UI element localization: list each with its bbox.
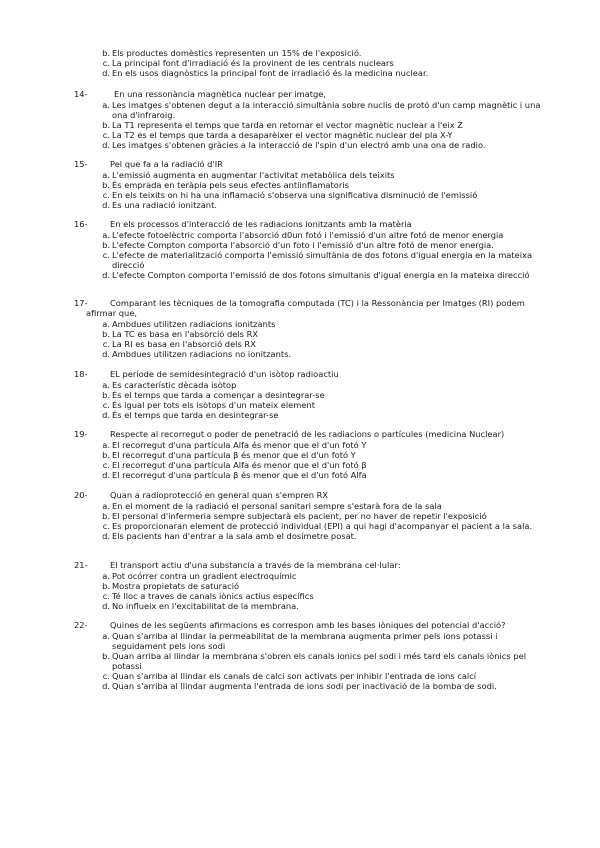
option-a: [0, 440, 600, 450]
option-text: La TC es basa en l'absorció dels RX: [112, 329, 259, 339]
option-b: [0, 329, 600, 339]
option-letter: c.: [102, 58, 110, 68]
option-c: [0, 400, 600, 410]
option-a: [0, 100, 600, 120]
option-text: No influeix en l'excitabilitat de la membrana.: [112, 601, 299, 611]
option-d: [0, 68, 600, 78]
option-c: [0, 250, 600, 270]
question-14: [0, 89, 600, 150]
question-number: 19-: [74, 429, 88, 439]
option-text: Es una radiació ionitzant.: [112, 200, 217, 210]
option-list: [0, 440, 600, 480]
option-letter: b.: [102, 48, 110, 58]
option-d: [0, 349, 600, 359]
option-text: La T2 es el temps que tarda a desaparèixer el vector magnètic nuclear del pla X-Y: [112, 130, 453, 140]
option-text: És emprada en teràpia pels seus efectes antiinflamatoris: [112, 180, 349, 190]
option-b: [0, 180, 600, 190]
option-b: [0, 240, 600, 250]
option-list: [0, 571, 600, 611]
option-letter: a.: [102, 501, 110, 511]
option-text: És igual per tots els isòtops d'un mateix element: [112, 400, 315, 410]
question-number: 17-: [74, 298, 88, 308]
option-letter: c.: [102, 521, 110, 531]
option-list: [0, 380, 600, 420]
question-20: [0, 490, 600, 541]
question-19: [0, 429, 600, 480]
option-text: Els productes domèstics representen un 15% de l'exposició.: [112, 48, 362, 58]
option-letter: b.: [102, 120, 110, 130]
option-c: [0, 521, 600, 531]
option-list: [0, 631, 600, 691]
option-d: [0, 531, 600, 541]
option-letter: c.: [102, 591, 110, 601]
option-text: La RI es basa en l'absorció dels RX: [112, 339, 256, 349]
option-text: L'efecte Compton comporta l'absorció d'un foto i l'emissió d'un altre fotó de menor energia.: [112, 240, 494, 250]
option-b: [0, 651, 600, 671]
option-text: El recorregut d'una partícula Alfa és menor que el d'un fotó Υ: [112, 440, 367, 450]
option-text: Es proporcionaran element de protecció individual (EPI) a qui hagi d'acompanyar el pacient a la sala.: [112, 521, 533, 531]
option-letter: a.: [102, 380, 110, 390]
question-22: [0, 620, 600, 691]
option-letter: d.: [102, 531, 110, 541]
option-letter: b.: [102, 511, 110, 521]
option-d: [0, 681, 600, 691]
option-text: La principal font d'irradiació és la provinent de les centrals nuclears: [112, 58, 394, 68]
question-text: Pel que fa a la radiació d'IR: [110, 159, 223, 169]
question-number: 14-: [74, 89, 88, 99]
question-number: 20-: [74, 490, 88, 500]
option-text: Quan s'arriba al llindar la permeabilitat de la membrana augmenta primer pels ions potassi i seguidament pels ions sodi: [112, 631, 498, 651]
option-text: És el temps que tarda en desintegrar-se: [112, 410, 279, 420]
option-text: Quan arriba al llindar la membrana s'obren els canals ionics pel sodi i més tard els canals iònics pel potassi: [112, 651, 527, 671]
option-text: Les imatges s'obtenen gràcies a la interacció de l'spin d'un electró amb una ona de radio.: [112, 140, 486, 150]
question-stem: [0, 490, 600, 501]
question-stem: [0, 159, 600, 170]
option-c: [0, 671, 600, 681]
question-number: 15-: [74, 159, 88, 169]
option-letter: a.: [102, 440, 110, 450]
option-b: [0, 120, 600, 130]
question-21: [0, 560, 600, 611]
question-number: 21-: [74, 560, 88, 570]
option-letter: a.: [102, 319, 110, 329]
option-text: Ambdues utilitzen radiacions ionitzants: [112, 319, 276, 329]
option-text: El personal d'infermeria sempre subjectarà els pacient, per no haver de repetir l'exposició: [112, 511, 487, 521]
question-stem: [0, 219, 600, 230]
question-stem: [0, 298, 600, 319]
option-text: L'emissió augmenta en augmentar l'activitat metabòlica dels teixits: [112, 170, 395, 180]
option-text: Pot ocórrer contra un gradient electroquímic: [112, 571, 297, 581]
question-13-continued: [0, 48, 600, 78]
option-letter: b.: [102, 390, 110, 400]
option-text: Les imatges s'obtenen degut a la interacció simultània sobre nuclis de protó d'un camp magnètic i una ona d'infraroig.: [112, 100, 541, 120]
option-list: [0, 501, 600, 541]
option-letter: c.: [102, 460, 110, 470]
option-text: Quan s'arriba al llindar augmenta l'entrada de ions sodi per inactivació de la bomba de sodi.: [112, 681, 497, 691]
question-stem: [0, 560, 600, 571]
option-a: [0, 380, 600, 390]
option-text: Es característic dècada isòtop: [112, 380, 237, 390]
option-letter: a.: [102, 230, 110, 240]
option-text: El recorregut d'una partícula Alfa és menor que el d'un fotó β: [112, 460, 367, 470]
option-text: Els pacients han d'entrar a la sala amb el dosímetre posat.: [112, 531, 357, 541]
option-letter: b.: [102, 651, 110, 661]
option-letter: b.: [102, 581, 110, 591]
question-stem: [0, 89, 600, 100]
option-b: [0, 511, 600, 521]
option-letter: c.: [102, 400, 110, 410]
option-text: Ambdues utilitzen radiacions no ionitzants.: [112, 349, 292, 359]
option-b: [0, 390, 600, 400]
option-letter: c.: [102, 250, 110, 260]
option-b: [0, 450, 600, 460]
option-letter: b.: [102, 450, 110, 460]
option-letter: d.: [102, 270, 110, 280]
option-d: [0, 410, 600, 420]
option-text: El recorregut d'una partícula β és menor que el d'un fotó Alfa: [112, 470, 367, 480]
option-c: [0, 591, 600, 601]
option-d: [0, 270, 600, 280]
option-c: [0, 130, 600, 140]
option-letter: d.: [102, 140, 110, 150]
question-text: En els processos d'interacció de les radiacions ionitzants amb la matèria: [110, 219, 412, 229]
option-letter: b.: [102, 180, 110, 190]
question-16: [0, 219, 600, 280]
option-d: [0, 470, 600, 480]
option-letter: a.: [102, 100, 110, 110]
option-b: [0, 581, 600, 591]
option-letter: a.: [102, 170, 110, 180]
option-c: [0, 339, 600, 349]
option-a: [0, 631, 600, 651]
option-list: [0, 48, 600, 78]
option-text: L'efecte Compton comporta l'emissió de dos fotons simultanis d'igual energia en la mateixa direcció: [112, 270, 530, 280]
option-text: En els teixits on hi ha una inflamació s'observa una significativa disminució de l'emissió: [112, 190, 478, 200]
option-text: És el temps que tarda a començar a desintegrar-se: [112, 390, 325, 400]
question-text: Quan a radioprotecció en general quan s'empren RX: [110, 490, 329, 500]
question-text: Comparant les tècniques de la tomografia computada (TC) i la Ressonància per Imatges (RI) podem afirmar que,: [86, 298, 525, 318]
option-text: La T1 representa el temps que tarda en retornar el vector magnètic nuclear a l'eix Z: [112, 120, 463, 130]
option-a: [0, 230, 600, 240]
option-letter: a.: [102, 571, 110, 581]
option-letter: d.: [102, 200, 110, 210]
option-text: Quan s'arriba al llindar els canals de calci son activats per inhibir l'entrada de ions calcí: [112, 671, 477, 681]
option-list: [0, 170, 600, 210]
option-text: En els usos diagnòstics la principal font de irradiació és la medicina nuclear.: [112, 68, 429, 78]
option-letter: d.: [102, 349, 110, 359]
option-letter: c.: [102, 130, 110, 140]
question-text: En una ressonància magnètica nuclear per imatge,: [114, 89, 327, 99]
question-text: EL període de semidesintegració d'un isòtop radioactiu: [110, 369, 339, 379]
option-text: El recorregut d'una partícula β és menor que el d'un fotó Υ: [112, 450, 356, 460]
option-letter: c.: [102, 339, 110, 349]
option-a: [0, 501, 600, 511]
question-number: 18-: [74, 369, 88, 379]
option-letter: d.: [102, 410, 110, 420]
option-letter: d.: [102, 68, 110, 78]
option-c: [0, 190, 600, 200]
option-letter: d.: [102, 681, 110, 691]
question-number: 16-: [74, 219, 88, 229]
question-stem: [0, 429, 600, 440]
option-text: L'efecte de materialització comporta l'emissió simultània de dos fotons d'igual energia en la mateixa direcció: [112, 250, 533, 270]
option-text: L'efecte fotoelèctric comporta l'absorció d0un fotó i l'emissió d'un altre fotó de menor energia: [112, 230, 504, 240]
option-letter: c.: [102, 190, 110, 200]
option-text: En el moment de la radiació el personal sanitari sempre s'estarà fora de la sala: [112, 501, 442, 511]
option-letter: b.: [102, 240, 110, 250]
option-list: [0, 230, 600, 280]
option-d: [0, 140, 600, 150]
option-letter: b.: [102, 329, 110, 339]
question-text: Respecte al recorregut o poder de penetració de les radiacions o partícules (medicina Nuclear): [110, 429, 505, 439]
option-list: [0, 319, 600, 359]
option-text: Mostra propietats de saturació: [112, 581, 240, 591]
question-text: El transport actiu d'una substancia a través de la membrana cel·lular:: [110, 560, 401, 570]
option-letter: a.: [102, 631, 110, 641]
question-15: [0, 159, 600, 210]
question-17: [0, 298, 600, 359]
option-a: [0, 170, 600, 180]
question-text: Quines de les següents afirmacions es correspon amb les bases iòniques del potencial d'acció?: [110, 620, 506, 630]
option-a: [0, 571, 600, 581]
option-c: [0, 460, 600, 470]
option-a: [0, 319, 600, 329]
option-letter: d.: [102, 601, 110, 611]
option-d: [0, 200, 600, 210]
option-c: [0, 58, 600, 68]
option-d: [0, 601, 600, 611]
option-letter: d.: [102, 470, 110, 480]
option-letter: c.: [102, 671, 110, 681]
question-number: 22-: [74, 620, 88, 630]
option-b: [0, 48, 600, 58]
question-stem: [0, 620, 600, 631]
question-stem: [0, 369, 600, 380]
question-18: [0, 369, 600, 420]
option-text: Té lloc a traves de canals iònics actius específics: [112, 591, 314, 601]
option-list: [0, 100, 600, 150]
